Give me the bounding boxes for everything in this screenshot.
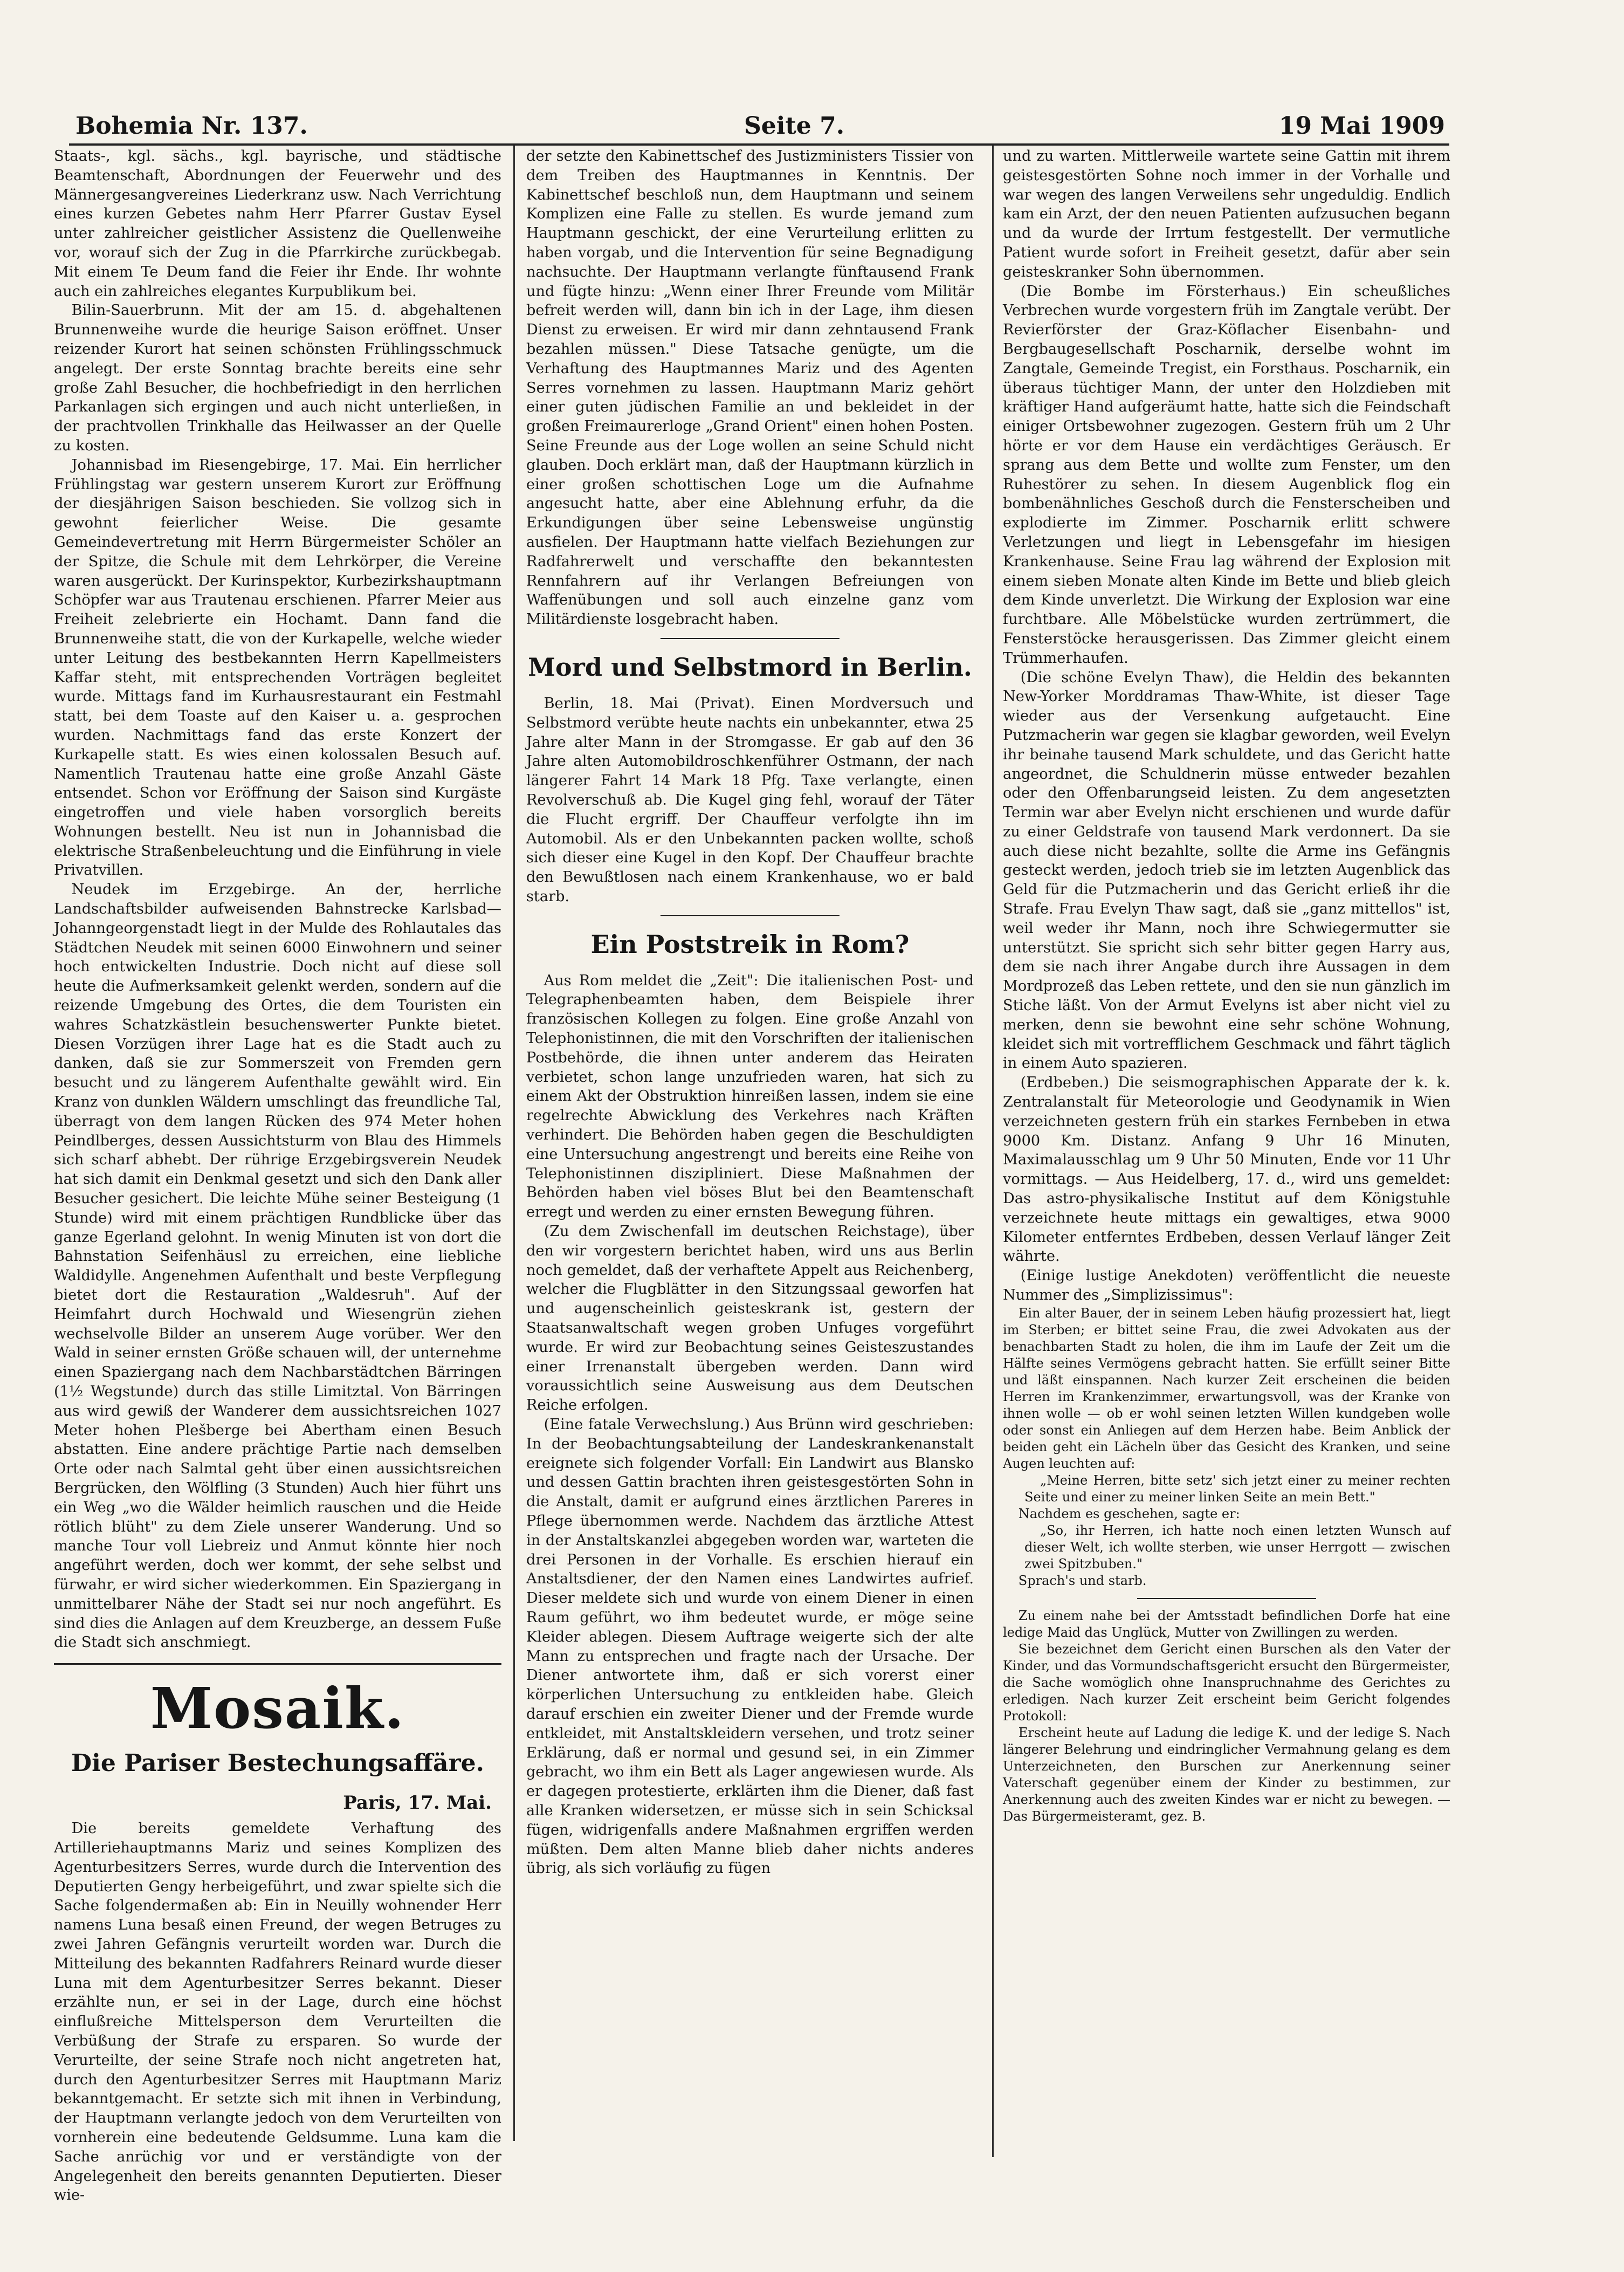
article-paragraph: Aus Rom meldet die „Zeit": Die italienischen Post- und Telegraphenbeamten haben, dem Beispiele ihrer französischen Kollegen zu folgen. Eine große Anzahl von Telephonistinnen, die mit den Vorschriften der italienischen Postbehörde, die ihnen unter anderem das Heiraten verbietet, schon lange unzufrieden waren, hat sich zu einem Akt der Obstruktion hinreißen lassen, indem sie eine regelrechte Abwicklung des Verkehres nach Kräften verhindert. Die Behörden haben gegen die Beschuldigten eine Untersuchung angestrengt und bereits eine Reihe von Telephonistinnen diszipliniert. Diese Maßnahmen der Behörden haben viel böses Blut bei den Beamtenschaft erregt und werden zu einer ernsten Bewegung führen.: [526, 972, 974, 1221]
article-rule: [660, 915, 839, 916]
column-2: [526, 147, 974, 2153]
article-paragraph: (Die schöne Evelyn Thaw), die Heldin des bekannten New-Yorker Morddramas Thaw-White, ist dieser Tage wieder aus der Versenkung aufgetaucht. Eine Putzmacherin war gegen sie klagbar geworden, weil Evelyn ihr beinahe tausend Mark schuldete, und das Gericht hatte angeordnet, die Schuldnerin müsse entweder bezahlen oder den Offenbarungseid leisten. Zu dem angesetzten Termin war aber Evelyn nicht erschienen und wurde dafür zu einer Geldstrafe von tausend Mark verdonnert. Da sie auch diese nicht bezahlte, sollte die Arme ins Gefängnis gesteckt werden, jedoch trieb sie im letzten Augenblick das Geld für die Putzmacherin und das Gericht erließ ihr die Strafe. Frau Evelyn Thaw sagt, daß sie „ganz mittellos" ist, weil weder ihr Mann, noch ihre Schwiegermutter sie unterstützt. Sie spricht sich sehr bitter gegen Harry aus, dem sie nach ihrer Angabe durch ihre Aussagen in dem Mordprozeß das Leben rettete, und den sie nun gänzlich im Stiche läßt. Von der Armut Evelyns ist aber nicht viel zu merken, denn sie bewohnt eine sehr schöne Wohnung, kleidet sich mit vortrefflichem Geschmack und fährt täglich in einem Auto spazieren.: [1003, 669, 1450, 1072]
anecdote-paragraph: Erscheint heute auf Ladung die ledige K. und der ledige S. Nach längerer Belehrung und eindringlicher Vermahnung gelang es dem Unterzeichneten, den Burschen zur Anerkennung seiner Vaterschaft gegenüber einem der Kinder zu bestimmen, zur Anerkennung auch des zweiten Kindes war er nicht zu bewegen. — Das Bürgermeisteramt, gez. B.: [1003, 1725, 1450, 1824]
article-dateline: Paris, 17. Mai.: [343, 1792, 492, 1814]
column-1: [54, 147, 501, 2204]
anecdote-paragraph: Sprach's und starb.: [1018, 1573, 1147, 1588]
section-title-mosaik: Mosaik.: [150, 1675, 405, 1742]
article-paragraph: Berlin, 18. Mai (Privat). Einen Mordversuch und Selbstmord verübte heute nachts ein unbekannter, etwa 25 Jahre alter Mann in der Stromgasse. Er gab auf den 36 Jahre alten Automobildroschkenführer Ostmann, der nach längerer Fahrt 14 Mark 18 Pfg. Taxe verlangte, einen Revolverschuß ab. Die Kugel ging fehl, worauf der Täter die Flucht ergriff. Der Chauffeur verfolgte ihn im Automobil. Als er den Unbekannten packen wollte, schoß sich dieser eine Kugel in den Kopf. Der Chauffeur brachte den Bewußtlosen nach einem Krankenhause, wo er bald starb.: [526, 695, 974, 905]
article-paragraph: Die bereits gemeldete Verhaftung des Artilleriehauptmanns Mariz und seines Komplizen des Agenturbesitzers Serres, wurde durch die Intervention des Deputierten Gengy herbeigeführt, und zwar spielte sich die Sache folgendermaßen ab: Ein in Neuilly wohnender Herr namens Luna besaß einen Freund, der wegen Betruges zu zwei Jahren Gefängnis verurteilt worden war. Durch die Mitteilung des bekannten Radfahrers Reinard wurde dieser Luna mit dem Agenturbesitzer Serres bekannt. Dieser erzählte nun, er sei in der Lage, durch eine höchst einflußreiche Mittelsperson dem Verurteilten die Verbüßung der Strafe zu ersparen. So wurde der Verurteilte, der seine Strafe noch nicht angetreten hat, durch den Agenturbesitzer Serres mit Hauptmann Mariz bekanntgemacht. Er setzte sich mit ihnen in Verbindung, der Hauptmann verlangte jedoch von dem Verurteilten von vornherein eine bedeutende Geldsumme. Luna kam die Sache anrüchig vor und er verständigte von der Angelegenheit den bereits genannten Deputierten. Dieser wie-: [54, 1820, 501, 2204]
article-rule: [660, 638, 839, 639]
article-paragraph: (Zu dem Zwischenfall im deutschen Reichstage), über den wir vorgestern berichtet haben, wird uns aus Berlin noch gemeldet, daß der verhaftete Appelt aus Reichenberg, welcher die Flugblätter in den Sitzungssaal geworfen hat und augenscheinlich geisteskrank ist, gestern der Staatsanwaltschaft wegen groben Unfuges vorgeführt wurde. Er wird zur Beobachtung seines Geisteszustandes einer Irrenanstalt übergeben werden. Dann wird voraussichtlich seine Ausweisung aus dem Deutschen Reiche erfolgen.: [526, 1223, 974, 1414]
header-issue: Bohemia Nr. 137.: [75, 112, 308, 140]
article-paragraph: (Eine fatale Verwechslung.) Aus Brünn wird geschrieben: In der Beobachtungsabteilung der Landeskrankenanstalt ereignete sich folgender Vorfall: Ein Landwirt aus Blansko und dessen Gattin brachten ihren geistesgestörten Sohn in die Anstalt, damit er aufgrund eines ärztlichen Pareres in Pflege übernommen werde. Nachdem das ärztliche Attest in der Anstaltskanzlei abgegeben worden war, warteten die drei Personen in der Vorhalle. Es erschien hierauf ein Anstaltsdiener, der den Namen eines Landwirtes aufrief. Dieser meldete sich und wurde von einem Diener in einen Raum geführt, wo ihm bedeutet wurde, er möge seine Kleider ablegen. Diesem Auftrage weigerte sich der alte Mann zu entsprechen und fragte nach der Ursache. Der Diener antwortete ihm, daß er sich vorerst einer körperlichen Untersuchung zu entkleiden habe. Gleich darauf erschien ein zweiter Diener und der Fremde wurde entkleidet, mit Anstaltskleidern versehen, und trotz seiner Erklärung, daß er normal und gesund sei, in ein Zimmer gebracht, wo ihm ein Bett als Lager angewiesen wurde. Als er dagegen protestierte, erklärten ihm die Diener, daß fast alle Kranken widersetzen, er müsse sich in sein Schicksal fügen, widrigenfalls andere Maßnahmen ergriffen werden müßten. Dem alten Manne blieb daher nichts anderes übrig, als sich vorläufig zu fügen: [526, 1416, 974, 1877]
column-3: [1003, 147, 1450, 2153]
column-divider-2: [992, 146, 994, 2157]
article-paragraph: und zu warten. Mittlerweile wartete seine Gattin mit ihrem geistesgestörten Sohne noch immer in der Vorhalle und war wegen des langen Verweilens sehr ungeduldig. Endlich kam ein Arzt, der den neuen Patienten aufzusuchen begann und da wurde der Irrtum festgestellt. Der vermutliche Patient wurde sofort in Freiheit gesetzt, dafür aber sein geisteskranker Sohn übernommen.: [1003, 148, 1450, 280]
article-paragraph: Johannisbad im Riesengebirge, 17. Mai. Ein herrlicher Frühlingstag war gestern unserem Kurort zur Eröffnung der diesjährigen Saison beschieden. Sie vollzog sich in gewohnt feierlicher Weise. Die gesamte Gemeindevertretung mit Herrn Bürgermeister Schöler an der Spitze, die Schule mit dem Lehrkörper, die Vereine waren ausgerückt. Der Kurinspektor, Kurbezirkshauptmann Schöpfer war aus Trautenau erschienen. Pfarrer Meier aus Freiheit zelebrierte ein Hochamt. Dann fand die Brunnenweihe statt, die von der Kurkapelle, welche wieder unter Leitung des bestbekannten Herrn Kapellmeisters Kaffar steht, mit entsprechenden Vorträgen begleitet wurde. Mittags fand im Kurhausrestaurant ein Festmahl statt, bei dem Toaste auf den Kaiser u. a. gesprochen wurden. Nachmittags fand das erste Konzert der Kurkapelle statt. Es wies einen kolossalen Besuch auf. Namentlich Trautenau hatte eine große Anzahl Gäste entsendet. Schon vor Eröffnung der Saison sind Kurgäste eingetroffen und viele haben vorsorglich bereits Wohnungen bestellt. Neu ist nun in Johannisbad die elektrische Straßenbeleuchtung und die Einführung in viele Privatvillen.: [54, 456, 501, 879]
article-paragraph: Neudek im Erzgebirge. An der, herrliche Landschaftsbilder aufweisenden Bahnstrecke Karlsbad—Johanngeorgenstadt liegt in der Mulde des Rohlautales das Städtchen Neudek mit seinen 6000 Einwohnern und seiner hoch entwickelten Industrie. Doch nicht auf diese soll heute die Aufmerksamkeit gelenkt werden, sondern auf die reizende Umgebung des Ortes, die dem Touristen ein wahres Schatzkästlein besuchenswerter Punkte bietet. Diesen Vorzügen ihrer Lage hat es die Stadt auch zu danken, daß sie zur Sommerszeit von Fremden gern besucht und zu längerem Aufenthalte gewählt wird. Ein Kranz von dunklen Wäldern umschlingt das freundliche Tal, überragt von dem langen Rücken des 974 Meter hohen Peindlberges, dessen Aussichtsturm von Blau des Himmels sich scharf abhebt. Der rührige Erzgebirgsverein Neudek hat sich damit ein Denkmal gesetzt und sich den Dank aller Besucher gesichert. Die leichte Mühe seiner Besteigung (1 Stunde) wird mit einem prächtigen Rundblicke über das ganze Egerland gelohnt. In wenig Minuten ist von dort die Bahnstation Seifenhäusl zu erreichen, eine liebliche Waldidylle. Angenehmen Aufenthalt und beste Verpflegung bietet dort die Restauration „Waldesruh". Auf der Heimfahrt durch Hochwald und Wiesengrün ziehen wechselvolle Bilder an unserem Auge vorüber. Wer den Wald in seiner ernsten Größe schauen will, der unternehme einen Spaziergang nach dem Nachbarstädtchen Bärringen (1½ Wegstunde) durch das stille Limitztal. Von Bärringen aus wird gewiß der Wanderer dem aussichtsreichen 1027 Meter hohen Plešberge bei Abertham einen Besuch abstatten. Eine andere prächtige Partie nach demselben Orte oder nach Salmtal geht über einen aussichtsreichen Bergrücken, den Wölfling (3 Stunden) Auch hier führt uns ein Weg „wo die Wälder heimlich rauschen und die Heide rötlich blüht" zu dem Ziele unserer Wanderung. Und so manche Tour voll Liebreiz und Anmut könnte hier noch angeführt werden, doch wer kommt, der sehe selbst und fürwahr, er wird sicher wiederkommen. Ein Spaziergang in unmittelbarer Nähe der Stadt sei nur noch angeführt. Es sind dies die Anlagen auf dem Kreuzberge, an dessem Fuße die Stadt sich anschmiegt.: [54, 881, 501, 1651]
anecdote-quote: „Meine Herren, bitte setz' sich jetzt einer zu meiner rechten Seite und einer zu meiner linken Seite an mein Bett.": [1024, 1472, 1450, 1505]
section-rule: [54, 1663, 501, 1665]
article-paragraph: (Die Bombe im Försterhaus.) Ein scheußliches Verbrechen wurde vorgestern früh im Zangtale verübt. Der Revierförster der Graz-Köflacher Eisenbahn- und Bergbaugesellschaft Poscharnik, derselbe wohnt im Zangtale, Gemeinde Tregist, ein Forsthaus. Poscharnik, ein überaus tüchtiger Mann, der unter den Holzdieben mit kräftiger Hand aufgeräumt hatte, hatte sich die Feindschaft einiger Ortsbewohner zugezogen. Gestern früh um 2 Uhr hörte er vor dem Hause ein verdächtiges Geräusch. Er sprang aus dem Bette und wollte zum Fenster, um den Ruhestörer zu sehen. In diesem Augenblick flog ein bombenähnliches Geschoß durch die Fensterscheiben und explodierte im Zimmer. Poscharnik erlitt schwere Verletzungen und liegt in Lebensgefahr im hiesigen Krankenhause. Seine Frau lag während der Explosion mit einem sieben Monate alten Kinde im Bette und blieb gleich dem Kinde unverletzt. Die Wirkung der Explosion war eine furchtbare. Alle Möbelstücke wurden zertrümmert, die Fensterstöcke herausgerissen. Das Zimmer gleicht einem Trümmerhaufen.: [1003, 283, 1450, 667]
anecdote-quote: „So, ihr Herren, ich hatte noch einen letzten Wunsch auf dieser Welt, ich wollte sterben, wie unser Herrgott — zwischen zwei Spitzbuben.": [1024, 1522, 1450, 1571]
anecdote-paragraph: Nachdem es geschehen, sagte er:: [1018, 1506, 1240, 1521]
article-headline: Ein Poststreik in Rom?: [590, 929, 910, 959]
anecdote-paragraph: Sie bezeichnet dem Gericht einen Burschen als den Vater der Kinder, und das Vormundschaftsgericht ersucht den Bürgermeister, die Sache womöglich ohne Inanspruchnahme des Gerichtes zu erledigen. Nach kurzer Zeit erscheint beim Gericht folgendes Protokoll:: [1003, 1641, 1450, 1724]
header-rule: [69, 143, 1449, 146]
article-paragraph: Bilin-Sauerbrunn. Mit der am 15. d. abgehaltenen Brunnenweihe wurde die heurige Saison eröffnet. Unser reizender Kurort hat seinen schönsten Frühlingsschmuck angelegt. Der erste Sonntag brachte bereits eine sehr große Zahl Besucher, die hochbefriedigt in den herrlichen Parkanlagen sich ergingen und auch nicht unterließen, in der prachtvollen Trinkhalle das Heilwasser an der Quelle zu kosten.: [54, 302, 501, 454]
article-headline: Die Pariser Bestechungsaffäre.: [71, 1749, 484, 1777]
anecdote-rule: [1137, 1598, 1316, 1599]
article-paragraph: (Erdbeben.) Die seismographischen Apparate der k. k. Zentralanstalt für Meteorologie und Geodynamik in Wien verzeichneten gestern früh ein starkes Fernbeben in etwa 9000 Km. Distanz. Anfang 9 Uhr 16 Minuten, Maximalausschlag um 9 Uhr 50 Minuten, Ende vor 11 Uhr vormittags. — Aus Heidelberg, 17. d., wird uns gemeldet: Das astro-physikalische Institut auf dem Königstuhle verzeichnete heute mittags ein gewaltiges, etwa 9000 Kilometer entferntes Erdbeben, dessen Verlauf länger Zeit währte.: [1003, 1074, 1450, 1265]
anecdote-paragraph: Zu einem nahe bei der Amtsstadt befindlichen Dorfe hat eine ledige Maid das Unglück, Mutter von Zwillingen zu werden.: [1003, 1608, 1450, 1640]
article-paragraph: Staats-, kgl. sächs., kgl. bayrische, und städtische Beamtenschaft, Abordnungen der Feuerwehr und des Männergesangvereines Liederkranz usw. Nach Verrichtung eines kurzen Gebetes nahm Herr Pfarrer Gustav Eysel unter zahlreicher geistlicher Assistenz die Quellenweihe vor, worauf sich der Zug in die Pfarrkirche zurückbegab. Mit einem Te Deum fand die Feier ihr Ende. Ihr wohnte auch ein zahlreiches elegantes Kurpublikum bei.: [54, 148, 501, 300]
article-paragraph: der setzte den Kabinettschef des Justizministers Tissier von dem Treiben des Hauptmannes in Kenntnis. Der Kabinettschef beschloß nun, dem Hauptmann und seinem Komplizen eine Falle zu stellen. Es wurde jemand zum Hauptmann geschickt, der eine Verurteilung erlitten zu haben vorgab, und die Intervention für seine Begnadigung nachsuchte. Der Hauptmann verlangte fünftausend Frank und fügte hinzu: „Wenn einer Ihrer Freunde vom Militär befreit werden will, dann bin ich in der Lage, ihm diesen Dienst zu erweisen. Er wird mir dann zehntausend Frank bezahlen müssen." Diese Tatsache genügte, um die Verhaftung des Hauptmannes Mariz und des Agenten Serres vornehmen zu lassen. Hauptmann Mariz gehört einer guten jüdischen Familie an und bekleidet in der großen Freimaurerloge „Grand Orient" einen hohen Posten. Seine Freunde aus der Loge wollen an seine Schuld nicht glauben. Doch erklärt man, daß der Hauptmann kürzlich in einer großen schottischen Loge um die Aufnahme angesucht hatte, aber eine Ablehnung erfuhr, da die Erkundigungen über seine Lebensweise ungünstig ausfielen. Der Hauptmann hatte vielfach Beziehungen zur Radfahrerwelt und verschaffte den bekanntesten Rennfahrern auf ihr Verlangen Befreiungen von Waffenübungen und soll auch einzelne ganz vom Militärdienste losgebracht haben.: [526, 148, 974, 628]
column-divider-1: [513, 146, 515, 2141]
header-date: 19 Mai 1909: [1278, 112, 1445, 140]
article-paragraph: (Einige lustige Anekdoten) veröffentlicht die neueste Nummer des „Simplizissimus":: [1003, 1267, 1450, 1304]
anecdote-paragraph: Ein alter Bauer, der in seinem Leben häufig prozessiert hat, liegt im Sterben; er bittet seine Frau, die zwei Advokaten aus der benachbarten Stadt zu holen, die ihm im Laufe der Zeit um die Hälfte seines Vermögens gebracht hatten. Sie erfüllt seiner Bitte und läßt einspannen. Nach kurzer Zeit erscheinen die beiden Herren im Krankenzimmer, erwartungsvoll, was der Kranke von ihnen wolle — ob er wohl seinen letzten Willen kundgeben wolle oder sonst ein Anliegen auf dem Herzen habe. Beim Anblick der beiden geht ein Lächeln über das Gesicht des Kranken, und seine Augen leuchten auf:: [1003, 1305, 1450, 1471]
header-page-number: Seite 7.: [744, 112, 845, 140]
article-headline: Mord und Selbstmord in Berlin.: [528, 652, 972, 682]
